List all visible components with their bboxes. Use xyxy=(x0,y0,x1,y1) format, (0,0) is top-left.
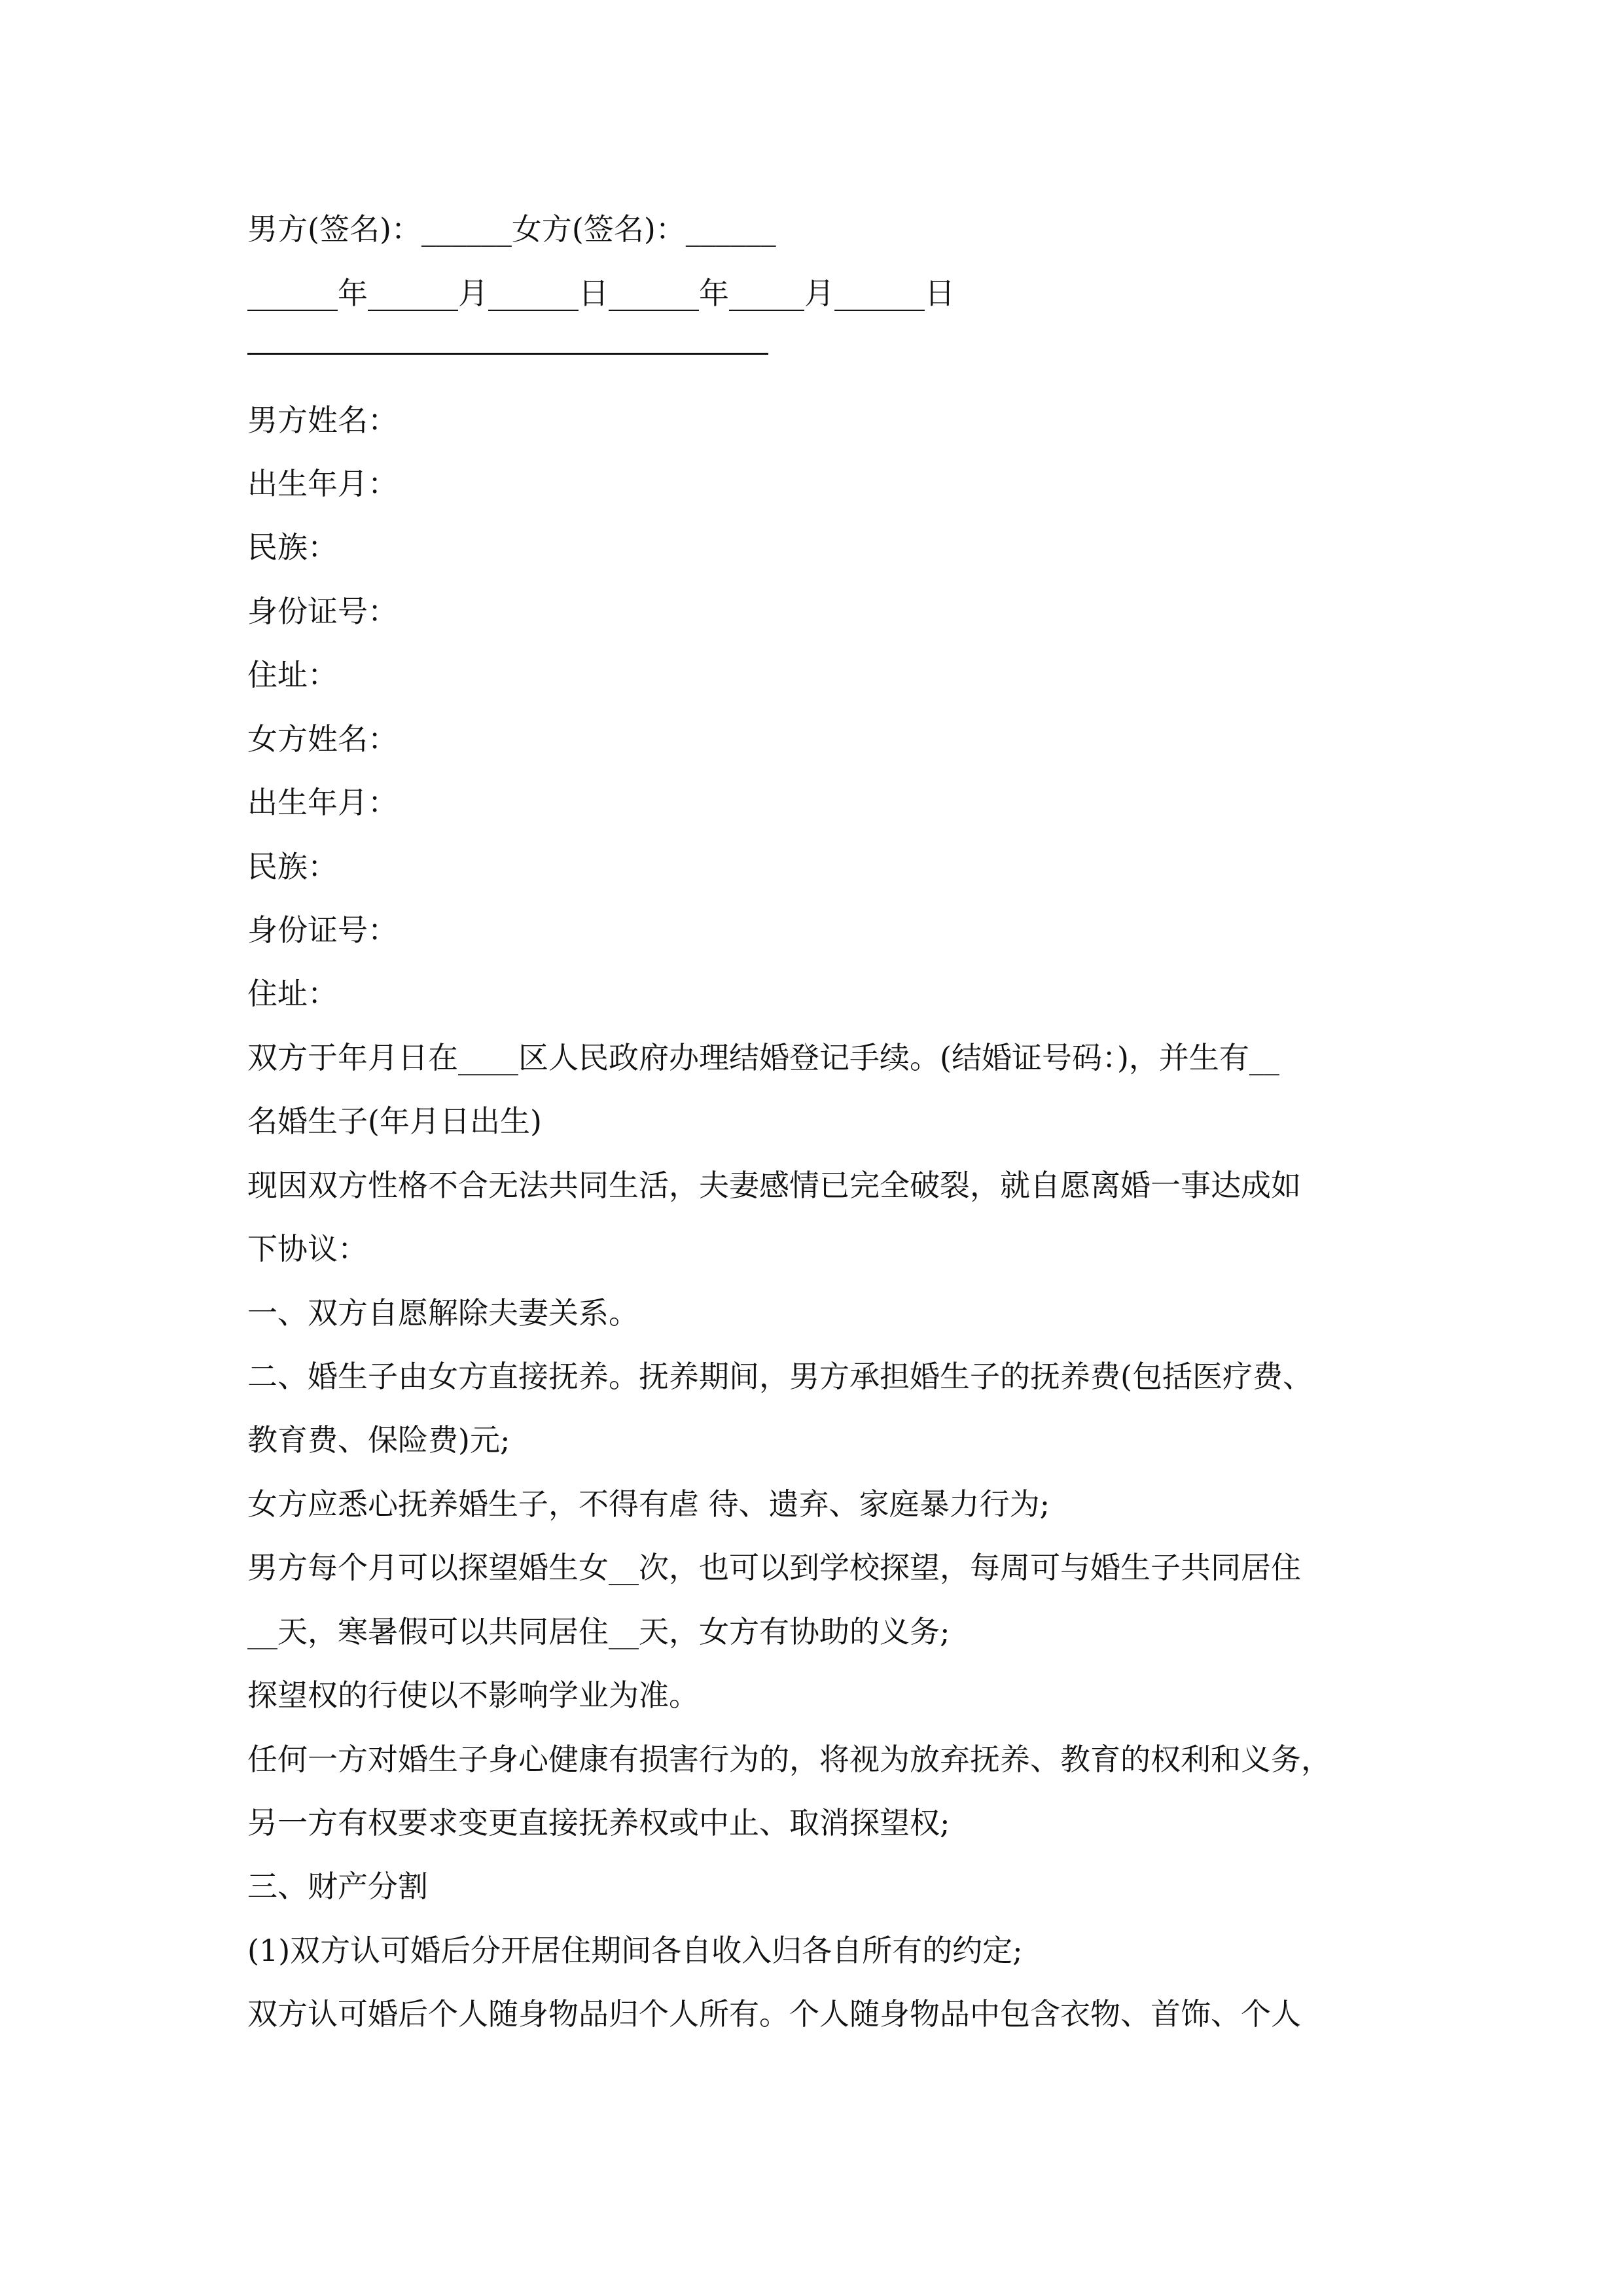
divider xyxy=(247,353,768,355)
clause-2-text: __天，寒暑假可以共同居住__天，女方有协助的义务; xyxy=(247,1614,950,1649)
clause-2: 二、婚生子由女方直接抚养。抚养期间，男方承担婚生子的抚养费(包括医疗费、 xyxy=(247,1359,1313,1394)
clause-1: 一、双方自愿解除夫妻关系。 xyxy=(247,1295,639,1331)
clause-2-text: 女方应悉心抚养婚生子，不得有虐 待、遗弃、家庭暴力行为; xyxy=(247,1486,1050,1522)
agreement-preamble: 下协议： xyxy=(247,1231,368,1266)
clause-2-text: 任何一方对婚生子身心健康有损害行为的，将视为放弃抚养、教育的权利和义务， xyxy=(247,1742,1331,1777)
marriage-registration-text: 双方于年月日在____区人民政府办理结婚登记手续。(结婚证号码：)，并生有__ xyxy=(247,1040,1279,1075)
clause-3-heading: 三、财产分割 xyxy=(247,1869,428,1904)
husband-address-field: 住址： xyxy=(247,657,338,692)
husband-name-field: 男方姓名： xyxy=(247,403,398,438)
clause-2: 教育费、保险费)元; xyxy=(247,1422,510,1458)
husband-birth-field: 出生年月： xyxy=(247,466,398,501)
agreement-preamble: 现因双方性格不合无法共同生活，夫妻感情已完全破裂，就自愿离婚一事达成如 xyxy=(247,1168,1301,1203)
wife-birth-field: 出生年月： xyxy=(247,785,398,820)
husband-ethnicity-field: 民族： xyxy=(247,529,338,565)
clause-2-text: 探望权的行使以不影响学业为准。 xyxy=(247,1677,699,1713)
clause-2-text: 男方每个月可以探望婚生女__次，也可以到学校探望，每周可与婚生子共同居住 xyxy=(247,1550,1301,1585)
husband-id-field: 身份证号： xyxy=(247,594,398,629)
clause-3-item: 双方认可婚后个人随身物品归个人所有。个人随身物品中包含衣物、首饰、个人 xyxy=(247,1996,1301,2032)
wife-id-field: 身份证号： xyxy=(247,912,398,948)
date-line: ______年______月______日______年_____月______日 xyxy=(247,276,955,311)
signature-line: 男方(签名)：______女方(签名)：______ xyxy=(247,211,776,247)
wife-name-field: 女方姓名： xyxy=(247,721,398,757)
marriage-registration-text: 名婚生子(年月日出生) xyxy=(247,1103,542,1139)
wife-ethnicity-field: 民族： xyxy=(247,849,338,884)
wife-address-field: 住址： xyxy=(247,976,338,1011)
clause-3-item: (1)双方认可婚后分开居住期间各自收入归各自所有的约定; xyxy=(247,1933,1023,1968)
clause-2-text: 另一方有权要求变更直接抚养权或中止、取消探望权; xyxy=(247,1805,950,1840)
